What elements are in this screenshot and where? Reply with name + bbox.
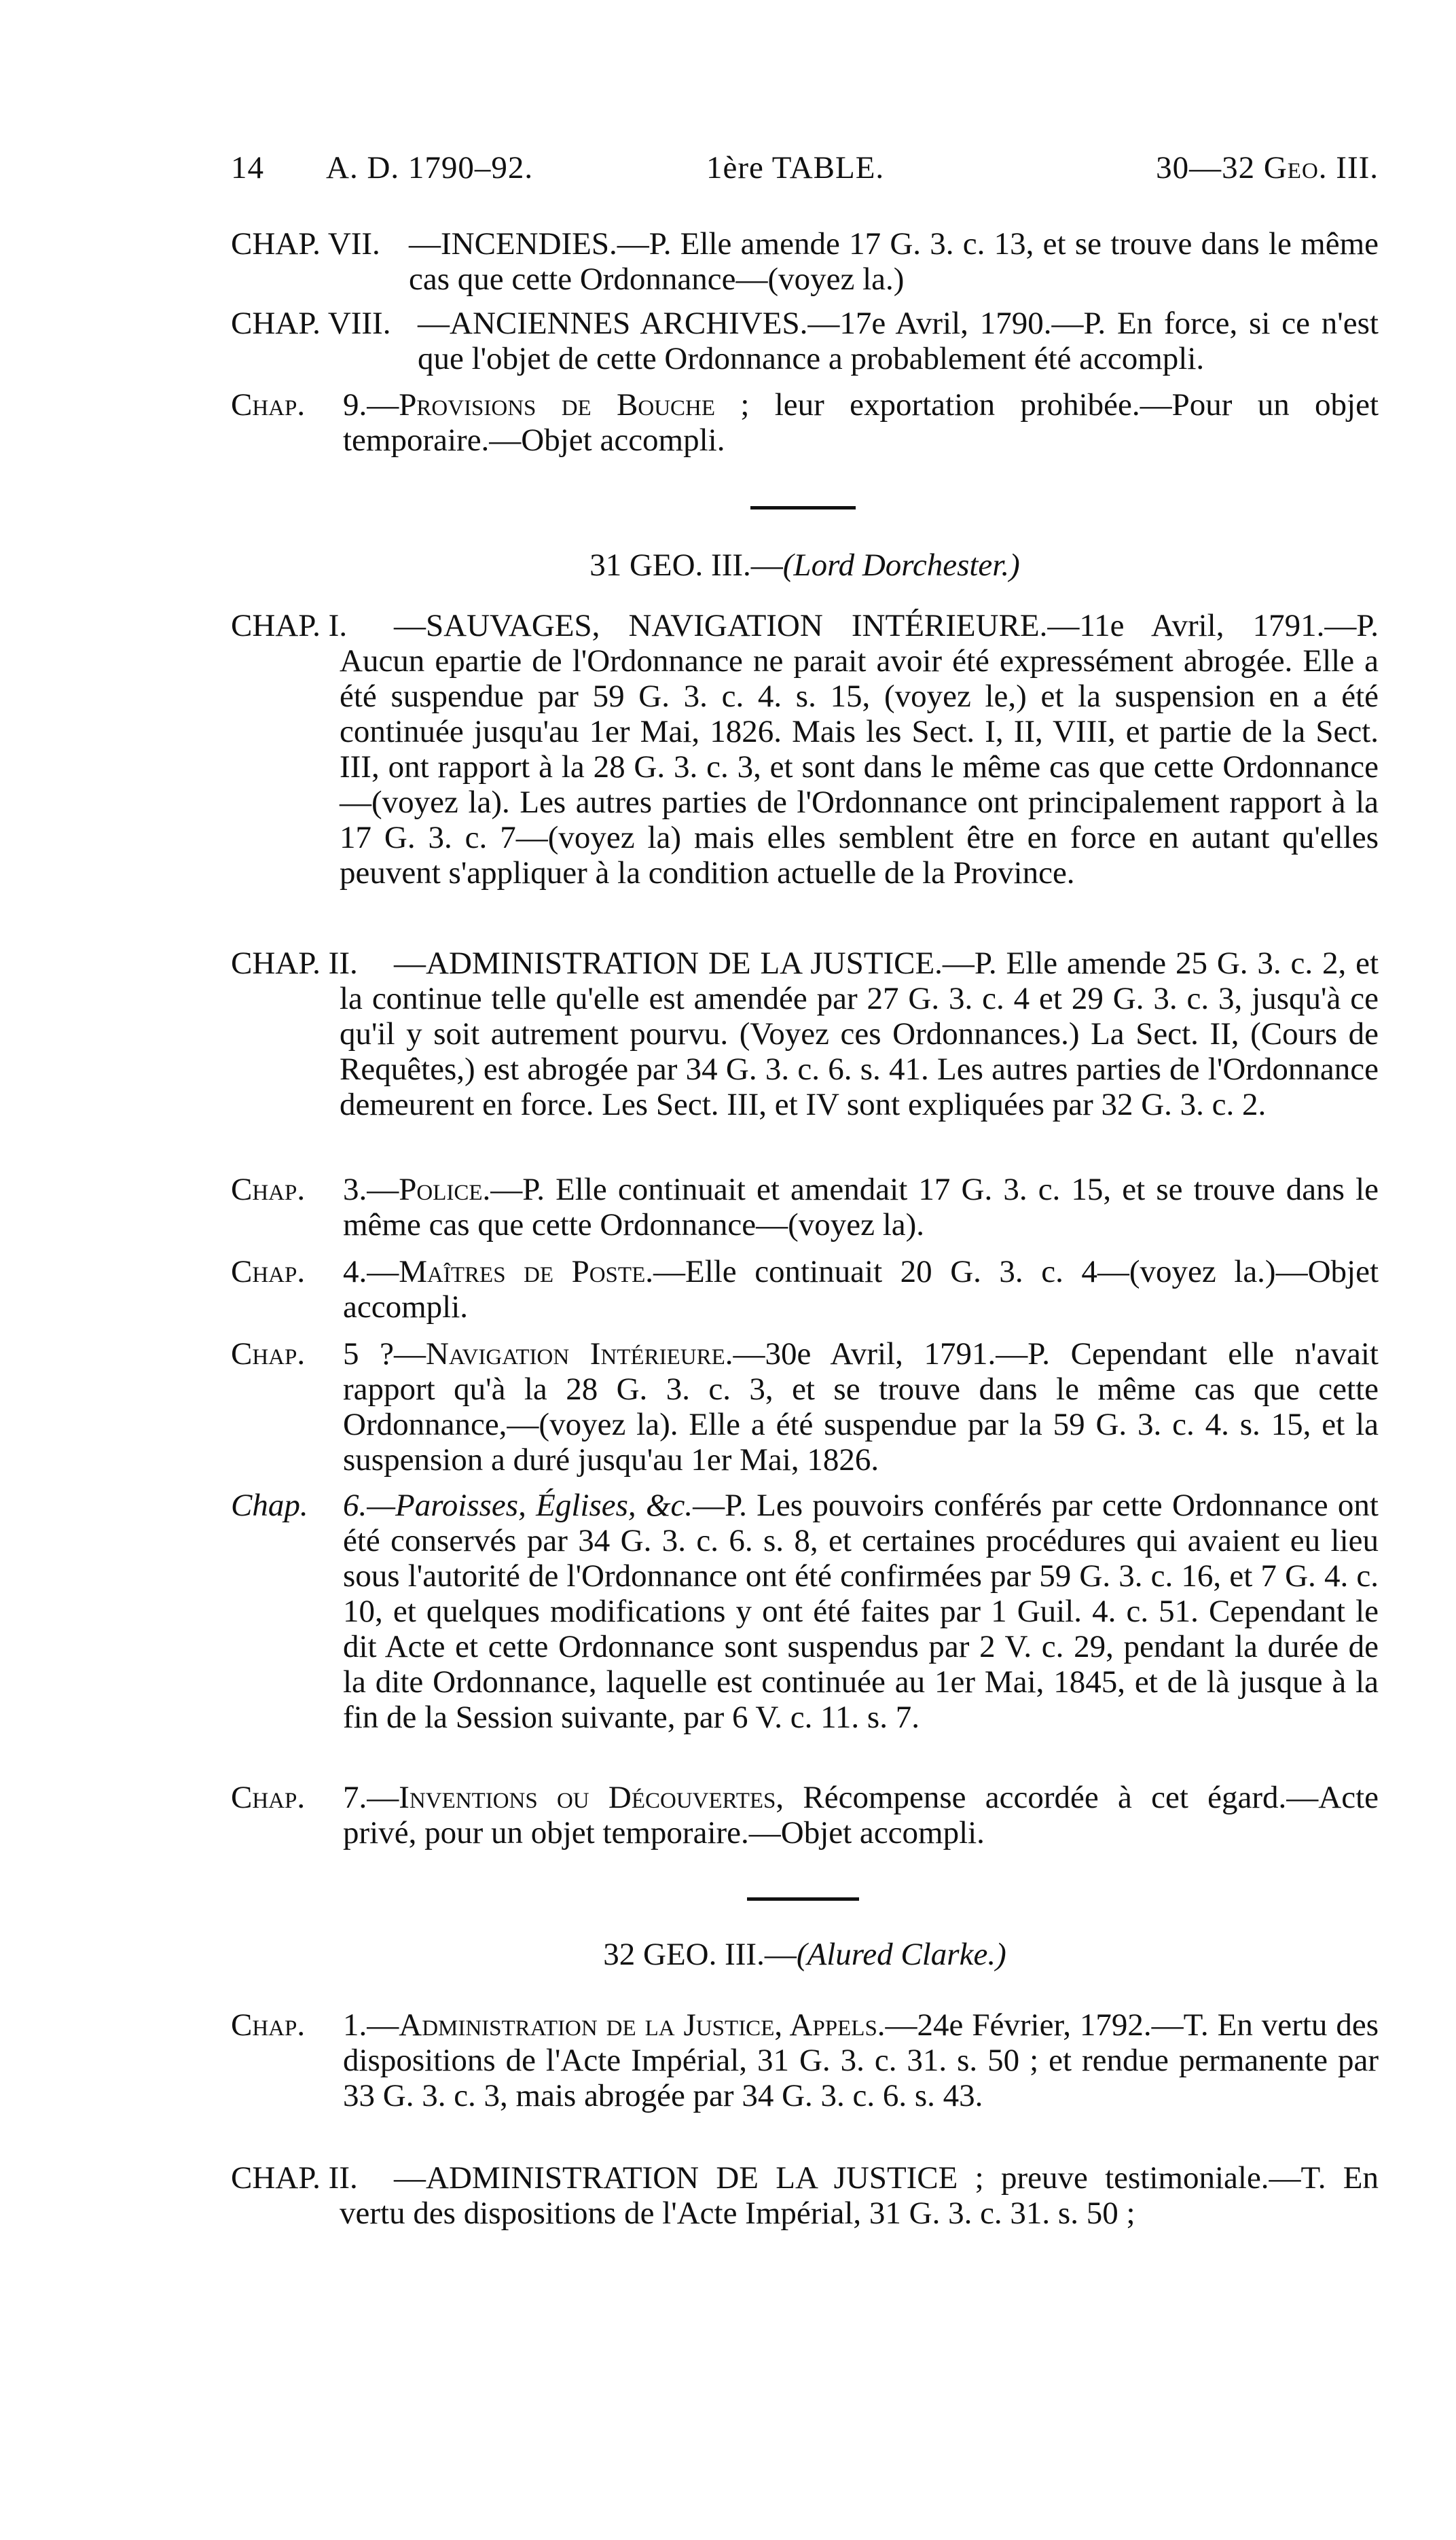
section-governor: (Lord Dorchester.) (782, 548, 1020, 583)
entry-32-chap-ii (231, 2160, 1379, 2231)
entry-body (340, 946, 1379, 1122)
entry-body (343, 1780, 1379, 1850)
entry-title: 5 ?—Navigation Intérieure. (343, 1336, 733, 1372)
entry-chap-4 (231, 1254, 1379, 1325)
entry-title: 1.—Administration de la Justice, Appels. (343, 2007, 886, 2043)
entry-label: Chap. (231, 387, 306, 423)
section-governor: (Alured Clarke.) (796, 1937, 1006, 1972)
entry-text: —P. Elle amende 17 G. 3. c. 13, et se trouve dans le même cas que cette Ordonnance—(voyez la.) (409, 226, 1379, 297)
entry-chap-vii (231, 226, 1379, 297)
entry-label: Chap. (231, 1336, 306, 1372)
entry-chap-ii (231, 946, 1379, 1122)
entry-title: 6.—Paroisses, Églises, &c. (343, 1488, 693, 1523)
entry-chap-viii (231, 306, 1379, 376)
header-reign: 30—32 Geo. III. (1156, 150, 1379, 185)
section-heading-32-geo-iii (231, 1936, 1379, 1973)
entry-chap-3 (231, 1172, 1379, 1242)
entry-32-chap-1 (231, 2007, 1379, 2113)
entry-body (418, 306, 1379, 376)
entry-chap-6 (231, 1488, 1379, 1735)
entry-label: Chap. (231, 1254, 306, 1289)
entry-chap-i (231, 608, 1379, 891)
entry-text: ; preuve testimoniale.—T. En vertu des dispositions de l'Acte Impérial, 31 G. 3. c. 31. s. 50 ; (340, 2160, 1379, 2231)
entry-body (343, 1336, 1379, 1478)
section-title: 32 GEO. III.— (603, 1937, 797, 1972)
entry-body (343, 387, 1379, 458)
entry-title: —INCENDIES. (409, 226, 617, 262)
entry-label: Chap. (231, 2007, 306, 2043)
entry-title: 9.—Provisions de Bouche (343, 387, 716, 423)
entry-text: —Elle continuait 20 G. 3. c. 4—(voyez la.)—Objet accompli. (343, 1254, 1379, 1325)
divider-rule (750, 506, 856, 509)
entry-title: 3.—Police. (343, 1172, 491, 1207)
header-table: 1ère TABLE. (706, 150, 885, 185)
entry-title: —SAUVAGES, NAVIGATION INTÉRIEURE. (394, 608, 1048, 643)
entry-title: —ANCIENNES ARCHIVES. (418, 306, 808, 341)
entry-text: —P. Elle continuait et amendait 17 G. 3. c. 15, et se trouve dans le même cas que cette Ordonnance—(voyez la). (343, 1172, 1379, 1242)
entry-body (343, 1254, 1379, 1325)
running-header (231, 149, 1379, 197)
entry-title: 4.—Maîtres de Poste. (343, 1254, 653, 1289)
entry-text: —24e Février, 1792.—T. En vertu des dispositions de l'Acte Impérial, 31 G. 3. c. 31. s. 50 ; et rendue permanente par 33 G. 3. c. 3, mais abrogée par 34 G. 3. c. 6. s. 43. (343, 2007, 1379, 2113)
entry-chap-5 (231, 1336, 1379, 1478)
entry-body (340, 608, 1379, 891)
entry-label: Chap. (231, 1780, 306, 1815)
entry-text: —P. Les pouvoirs conférés par cette Ordonnance ont été conservés par 34 G. 3. c. 6. s. 8, et certaines procédures qui avaient eu lieu sous l'autorité de l'Ordonnance ont été confirmées par 59 G. 3. c. 16, et 7 G. 4. c. 10, et quelques modifications y ont été faites par 1 Guil. 4. c. 51. Cependant le dit Acte et cette Ordonnance sont suspendus par 2 V. c. 29, pendant la durée de la dite Ordonnance, laquelle est continuée au 1er Mai, 1845, et de là jusque à la fin de la Session suivante, par 6 V. c. 11. s. 7. (343, 1488, 1379, 1735)
header-years: A. D. 1790–92. (326, 150, 534, 185)
entry-label: CHAP. VIII. (231, 306, 391, 341)
entry-chap-7 (231, 1780, 1379, 1850)
entry-text: Récompense accordée à cet égard.—Acte privé, pour un objet temporaire.—Objet accompli. (343, 1780, 1379, 1850)
divider-rule (747, 1897, 859, 1901)
entry-label: CHAP. II. (231, 2160, 358, 2196)
section-title: 31 GEO. III.— (589, 548, 783, 583)
page-number: 14 (231, 150, 264, 185)
entry-label: CHAP. VII. (231, 226, 380, 262)
entry-text: —11e Avril, 1791.—P. Aucun epartie de l'Ordonnance ne parait avoir été expressément abrogée. Elle a été suspendue par 59 G. 3. c. 4. s. 15, (voyez le,) et la suspension en a été continuée jusqu'au 1er Mai, 1826. Mais les Sect. I, II, VIII, et partie de la Sect. III, ont rapport à la 28 G. 3. c. 3, et sont dans le même cas que cette Ordonnance—(voyez la). Les autres parties de l'Ordonnance ont principalement rapport à la 17 G. 3. c. 7—(voyez la) mais elles semblent être en force en autant qu'elles peuvent s'appliquer à la condition actuelle de la Province. (340, 608, 1379, 891)
entry-text: ; leur exportation prohibée.—Pour un objet temporaire.—Objet accompli. (343, 387, 1379, 458)
entry-body (343, 1172, 1379, 1242)
entry-body (409, 226, 1379, 297)
entry-text: —30e Avril, 1791.—P. Cependant elle n'avait rapport qu'à la 28 G. 3. c. 3, et se trouve dans le même cas que cette Ordonnance,—(voyez la). Elle a été suspendue par la 59 G. 3. c. 4. s. 15, et la suspension a duré jusqu'au 1er Mai, 1826. (343, 1336, 1379, 1478)
entry-label: CHAP. II. (231, 946, 358, 981)
entry-label: CHAP. I. (231, 608, 348, 643)
entry-label: Chap. (231, 1172, 306, 1207)
entry-body (340, 2160, 1379, 2231)
entry-text: —17e Avril, 1790.—P. En force, si ce n'est que l'objet de cette Ordonnance a probablement été accompli. (418, 306, 1379, 376)
entry-chap-9 (231, 387, 1379, 458)
entry-title: —ADMINISTRATION DE LA JUSTICE (394, 2160, 958, 2196)
entry-body (343, 2007, 1379, 2113)
entry-body (343, 1488, 1379, 1735)
entry-title: —ADMINISTRATION DE LA JUSTICE. (394, 946, 943, 981)
entry-title: 7.—Inventions ou Découvertes, (343, 1780, 784, 1815)
entry-text: —P. Elle amende 25 G. 3. c. 2, et la continue telle qu'elle est amendée par 27 G. 3. c. 4 et 29 G. 3. c. 3, jusqu'à ce qu'il y soit autrement pourvu. (Voyez ces Ordonnances.) La Sect. II, (Cours de Requêtes,) est abrogée par 34 G. 3. c. 6. s. 41. Les autres parties de l'Ordonnance demeurent en force. Les Sect. III, et IV sont expliquées par 32 G. 3. c. 2. (340, 946, 1379, 1122)
entry-label: Chap. (231, 1488, 308, 1523)
section-heading-31-geo-iii (231, 547, 1379, 584)
